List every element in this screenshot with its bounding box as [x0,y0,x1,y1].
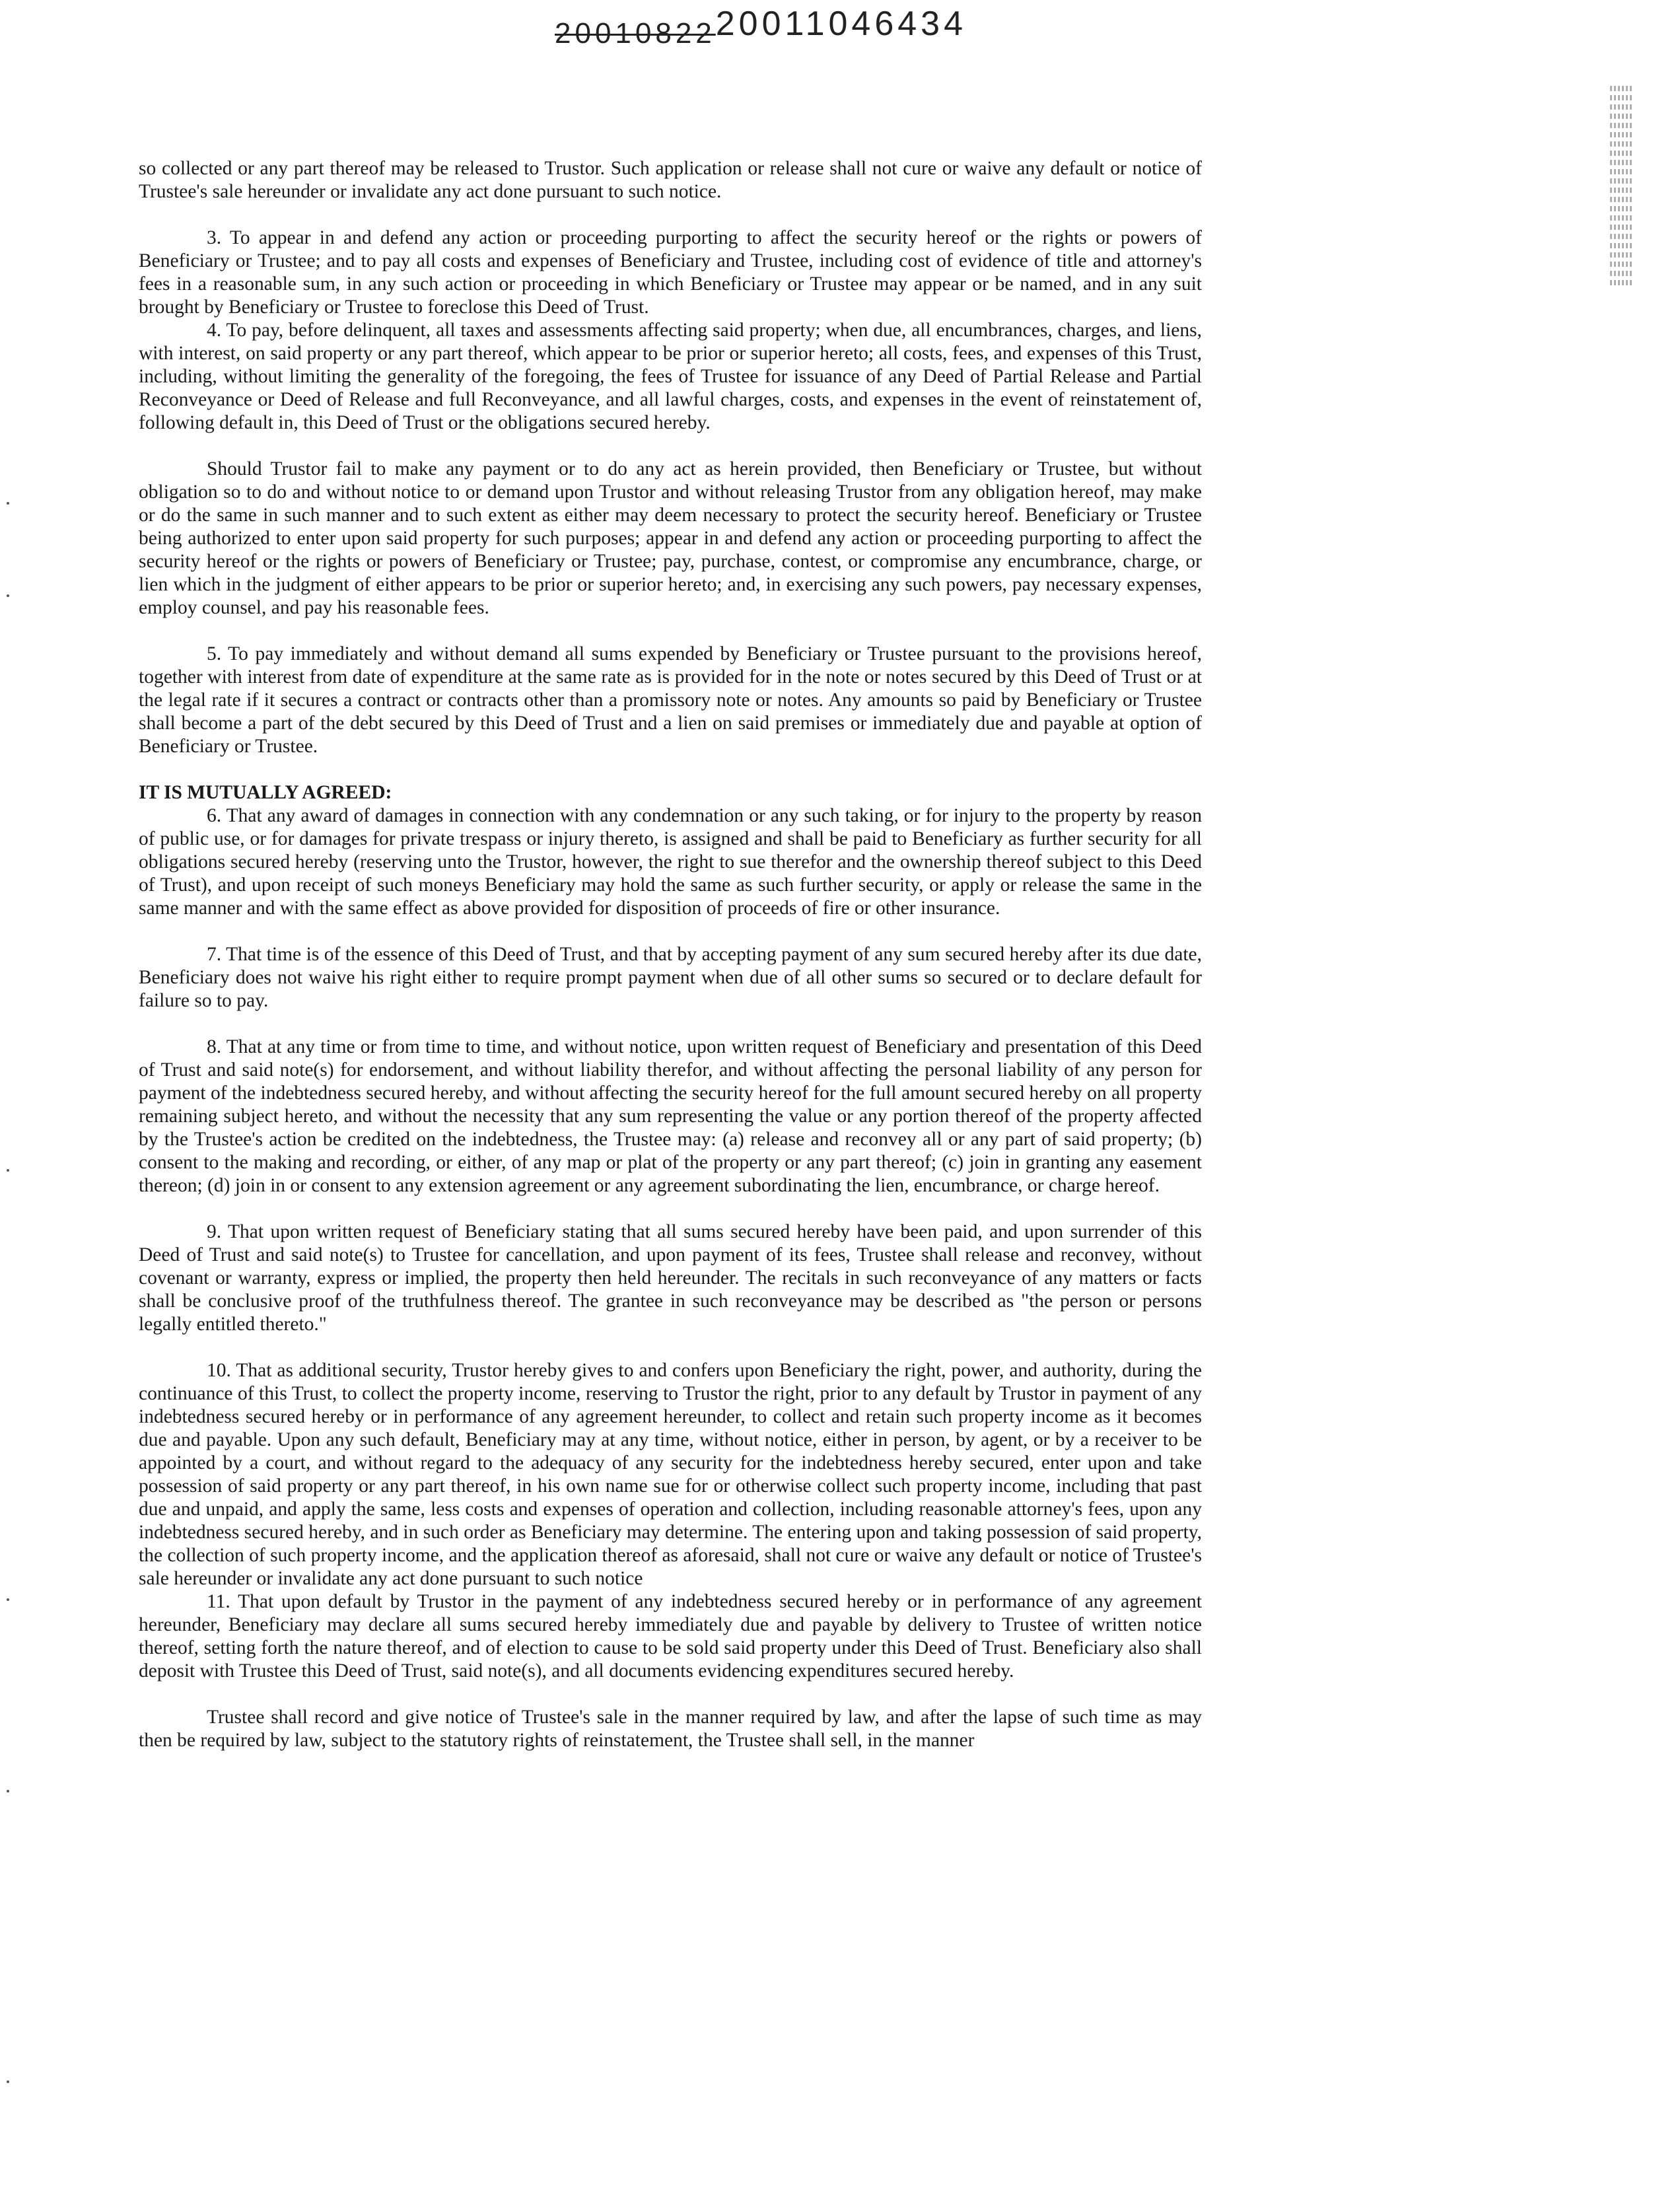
paragraph-trustor-failure: Should Trustor fail to make any payment or to do any act as herein provided, then Beneficiary or Trustee, but without obligation so to do and without notice to or demand upon Trustor and without releasing Trustor from any obligation hereof, may make or do the same in such manner and to such extent as either may deem necessary to protect the security hereof. Beneficiary or Trustee being authorized to enter upon said property for such purposes; appear in and defend any action or proceeding purporting to affect the security hereof or the rights or powers of Beneficiary or Trustee; pay, purchase, contest, or compromise any encumbrance, charge, or lien which in the judgment of either appears to be prior or superior hereto; and, in exercising any such powers, pay necessary expenses, employ counsel, and pay his reasonable fees. [139,458,1202,618]
recording-number-current: 20011046434 [715,5,967,43]
section-heading: IT IS MUTUALLY AGREED: [139,782,392,803]
paragraph-6: 6. That any award of damages in connection with any condemnation or any such taking, or for injury to the property by reason of public use, or for damages for private trespass or injury thereto, is assigned and shall be paid to Beneficiary as further security for all obligations secured hereby (reserving unto the Trustor, however, the right to sue therefor and the ownership thereof subject to this Deed of Trust), and upon receipt of such moneys Beneficiary may hold the same as such further security, or apply or release the same in the same manner and with the same effect as above provided for disposition of proceeds of fire or other insurance. [139,805,1202,919]
paragraph-5: 5. To pay immediately and without demand all sums expended by Beneficiary or Trustee pursuant to the provisions hereof, together with interest from date of expenditure at the same rate as is provided for in the note or notes secured by this Deed of Trust or at the legal rate if it secures a contract or contracts other than a promissory note or notes. Any amounts so paid by Beneficiary or Trustee shall become a part of the debt secured by this Deed of Trust and a lien on said premises or immediately due and payable at option of Beneficiary or Trustee. [139,643,1202,757]
scan-edge-marks [1610,86,1634,304]
paragraph-7: 7. That time is of the essence of this Deed of Trust, and that by accepting payment of any sum secured hereby after its due date, Beneficiary does not waive his right either to require prompt payment when due of all other sums so secured or to declare default for failure so to pay. [139,944,1202,1011]
paragraph-3: 3. To appear in and defend any action or proceeding purporting to affect the security hereof or the rights or powers of Beneficiary or Trustee; and to pay all costs and expenses of Beneficiary and Trustee, including cost of evidence of title and attorney's fees in a reasonable sum, in any such action or proceeding in which Beneficiary or Trustee may appear or be named, and in any suit brought by Beneficiary or Trustee to foreclose this Deed of Trust. [139,227,1202,318]
paragraph-4: 4. To pay, before delinquent, all taxes and assessments affecting said property; when due, all encumbrances, charges, and liens, with interest, on said property or any part thereof, which appear to be prior or superior hereto; all costs, fees, and expenses of this Trust, including, without limiting the generality of the foregoing, the fees of Trustee for issuance of any Deed of Partial Release and Partial Reconveyance or Deed of Release and full Reconveyance, and all lawful charges, costs, and expenses in the event of reinstatement of, following default in, this Deed of Trust or the obligations secured hereby. [139,320,1202,433]
paragraph-9: 9. That upon written request of Beneficiary stating that all sums secured hereby have been paid, and upon surrender of this Deed of Trust and said note(s) to Trustee for cancellation, and upon payment of its fees, Trustee shall release and reconvey, without covenant or warranty, express or implied, the property then held hereunder. The recitals in such reconveyance of any matters or facts shall be conclusive proof of the truthfulness thereof. The grantee in such reconveyance may be described as "the person or persons legally entitled thereto." [139,1221,1202,1335]
paragraph-trustee-sale: Trustee shall record and give notice of Trustee's sale in the manner required by law, and after the lapse of such time as may then be required by law, subject to the statutory rights of reinstatement, the Trustee shall sell, in the manner [139,1707,1202,1751]
paragraph-8: 8. That at any time or from time to time, and without notice, upon written request of Beneficiary and presentation of this Deed of Trust and said note(s) for endorsement, and without liability therefor, and without affecting the personal liability of any person for payment of the indebtedness secured hereby, and without affecting the security hereof for the full amount secured hereby on all property remaining subject hereto, and without the necessity that any sum representing the value or any portion thereof of the property affected by the Trustee's action be credited on the indebtedness, the Trustee may: (a) release and reconvey all or any part of said property; (b) consent to the making and recording, or either, of any map or plat of the property or any part thereof; (c) join in granting any easement thereon; (d) join in or consent to any extension agreement or any agreement subordinating the lien, encumbrance, or charge hereof. [139,1036,1202,1196]
paragraph-10: 10. That as additional security, Trustor hereby gives to and confers upon Beneficiary the right, power, and authority, during the continuance of this Trust, to collect the property income, reserving to Trustor the right, prior to any default by Trustor in payment of any indebtedness secured hereby or in performance of any agreement hereunder, to collect and retain such property income as it becomes due and payable. Upon any such default, Beneficiary may at any time, without notice, either in person, by agent, or by a receiver to be appointed by a court, and without regard to the adequacy of any security for the indebtedness hereby secured, enter upon and take possession of said property or any part thereof, in his own name sue for or otherwise collect such property income, including that past due and unpaid, and apply the same, less costs and expenses of operation and collection, including reasonable attorney's fees, upon any indebtedness secured hereby, and in such order as Beneficiary may determine. The entering upon and taking possession of said property, the collection of such property income, and the application thereof as aforesaid, shall not cure or waive any default or notice of Trustee's sale hereunder or invalidate any act done pursuant to such notice [139,1360,1202,1589]
paragraph-continuation: so collected or any part thereof may be released to Trustor. Such application or release shall not cure or waive any default or notice of Trustee's sale hereunder or invalidate any act done pursuant to such notice. [139,158,1202,202]
paragraph-11: 11. That upon default by Trustor in the payment of any indebtedness secured hereby or in performance of any agreement hereunder, Beneficiary may declare all sums secured hereby immediately due and payable by delivery to Trustee of written notice thereof, setting forth the nature thereof, and of election to cause to be sold said property under this Deed of Trust. Beneficiary also shall deposit with Trustee this Deed of Trust, said note(s), and all documents evidencing expenditures secured hereby. [139,1591,1202,1682]
recording-number-struck: 20010822 [555,17,716,50]
document-body [139,157,1202,1752]
recording-number [555,5,967,50]
